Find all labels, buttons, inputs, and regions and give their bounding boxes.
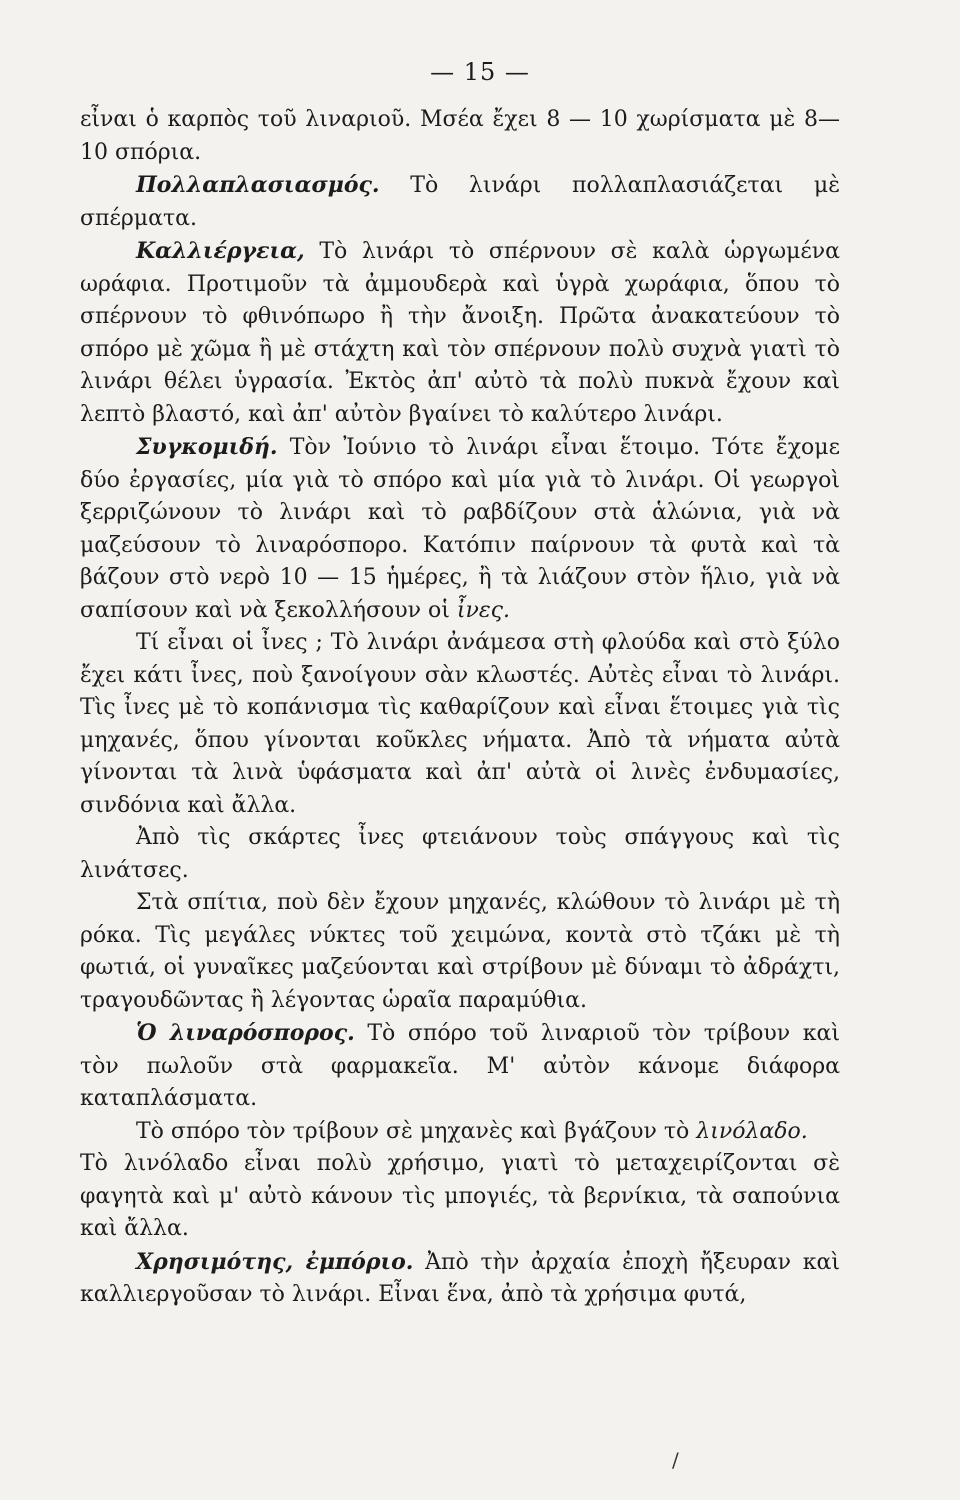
page-text <box>80 104 840 1312</box>
paragraph-linseed <box>80 1017 840 1116</box>
paragraph-text: Τὸ σπόρο τὸν τρίβουν σὲ μηχανὲς καὶ βγάζουν τὸ <box>136 1118 690 1144</box>
paragraph-cultivation <box>80 235 840 431</box>
paragraph-text: Τί εἶναι οἱ ἶνες ; Τὸ λινάρι ἀνάμεσα στὴ φλούδα καὶ στὸ ξύλο ἔχει κάτι ἶνες, ποὺ ξανοίγουν σὰν κλωστές. Αὐτὲς εἶναι τὸ λινάρι. Τὶς ἶνες μὲ τὸ κοπάνισμα τὶς καθαρίζουν καὶ εἶναι ἕτοιμες γιὰ τὶς μηχανές, ὅπου γίνονται κοῦκλες νήματα. Ἀπὸ τὰ νήματα αὐτὰ γίνονται τὰ λινὰ ὑφάσματα καὶ ἀπ' αὐτὰ οἱ λινὲς ἐνδυμασίες, σινδόνια καὶ ἄλλα. <box>80 630 840 818</box>
paragraph-fibers <box>80 627 840 822</box>
paragraph-spinning <box>80 887 840 1017</box>
paragraph-text: Ἀπὸ τὴν ἀρχαία ἐποχὴ ἤξευραν καὶ καλλιεργοῦσαν τὸ λινάρι. Εἶναι ἕνα, ἀπὸ τὰ χρήσιμα φυτά, <box>80 1249 840 1307</box>
paragraph-multiplication <box>80 169 840 235</box>
section-heading: Πολλαπλασιασμός. <box>136 172 380 198</box>
section-heading: Συγκομιδή. <box>136 434 278 460</box>
section-heading: Χρησιμότης, ἐμπόριο. <box>136 1248 414 1275</box>
paragraph-scrap-fibers <box>80 822 840 887</box>
section-heading: Καλλιέργεια, <box>136 238 305 264</box>
paragraph-text: Τὸ σπόρο τοῦ λιναριοῦ τὸν τρίβουν καὶ τὸν πωλοῦν στὰ φαρμακεῖα. Μ' αὐτὸν κάνομε διάφορα καταπλάσματα. <box>80 1021 840 1111</box>
emphasized-term: λινόλαδο. <box>696 1118 808 1144</box>
paragraph-continuation <box>80 104 840 169</box>
paragraph-text: εἶναι ὁ καρπὸς τοῦ λιναριοῦ. Μσέα ἔχει 8 — 10 χωρίσματα μὲ 8—10 σπόρια. <box>80 107 840 165</box>
paragraph-text: Τὸ λινάρι τὸ σπέρνουν σὲ καλὰ ὡργωμένα ωράφια. Προτιμοῦν τὰ ἀμμουδερὰ καὶ ὑγρὰ χωράφια, ὅπου τὸ σπέρνουν τὸ φθινόπωρο ἢ τὴν ἄνοιξη. Πρῶτα ἀνακατεύουν τὸ σπόρο μὲ χῶμα ἢ μὲ στάχτη καὶ τὸν σπέρνουν πολὺ συχνὰ γιατὶ τὸ λινάρι θέλει ὑγρασία. Ἐκτὸς ἀπ' αὐτὸ τὰ πολὺ πυκνὰ ἔχουν καὶ λεπτὸ βλαστό, καὶ ἀπ' αὐτὸν βγαίνει τὸ καλύτερο λινάρι. <box>80 239 840 427</box>
paragraph-text: Τὸν Ἰούνιο τὸ λινάρι εἶναι ἕτοιμο. Τότε ἔχομε δύο ἐργασίες, μία γιὰ τὸ σπόρο καὶ μία γιὰ τὸ λινάρι. Οἱ γεωργοὶ ξερριζώνουν τὸ λινάρι καὶ τὸ ραβδίζουν στὰ ἁλώνια, γιὰ νὰ μαζεύσουν τὸ λιναρόσπορο. Κατόπιν παίρνουν τὰ φυτὰ καὶ τὰ βάζουν στὸ νερὸ 10 — 15 ἡμέρες, ἢ τὰ λιάζουν στὸν ἥλιο, γιὰ νὰ σαπίσουν καὶ νὰ ξεκολλήσουν οἱ <box>80 435 840 623</box>
paragraph-linseed-oil-making <box>80 1116 840 1149</box>
page-number: — 15 — <box>430 58 530 86</box>
paragraph-text: Ἀπὸ τὶς σκάρτες ἶνες φτειάνουν τοὺς σπάγγους καὶ τὶς λινάτσες. <box>80 825 840 883</box>
paragraph-text: Τὸ λινάρι πολλαπλασιάζεται μὲ σπέρματα. <box>80 173 841 231</box>
paragraph-harvest <box>80 431 840 627</box>
paragraph-text: Στὰ σπίτια, ποὺ δὲν ἔχουν μηχανές, κλώθουν τὸ λινάρι μὲ τὴ ρόκα. Τὶς μεγάλες νύκτες τοῦ χειμώνα, κοντὰ στὸ τζάκι μὲ τὴ φωτιά, οἱ γυναῖκες μαζεύονται καὶ στρίβουν μὲ δύναμι τὸ ἀδράχτι, τραγουδῶντας ἢ λέγοντας ὡραῖα παραμύθια. <box>80 890 840 1013</box>
section-heading: Ὁ λιναρόσπορος. <box>136 1020 355 1046</box>
paragraph-usefulness-trade <box>80 1246 840 1312</box>
emphasized-term: ἶνες. <box>456 597 510 623</box>
paragraph-text: Τὸ λινόλαδο εἶναι πολὺ χρήσιμο, γιατὶ τὸ μεταχειρίζονται σὲ φαγητὰ καὶ μ' αὐτὸ κάνουν τὶς μπογιές, τὰ βερνίκια, τὰ σαπούνια καὶ ἄλλα. <box>80 1151 840 1241</box>
paragraph-linseed-oil-uses <box>80 1148 840 1246</box>
stray-ink-mark: / <box>672 1448 679 1472</box>
